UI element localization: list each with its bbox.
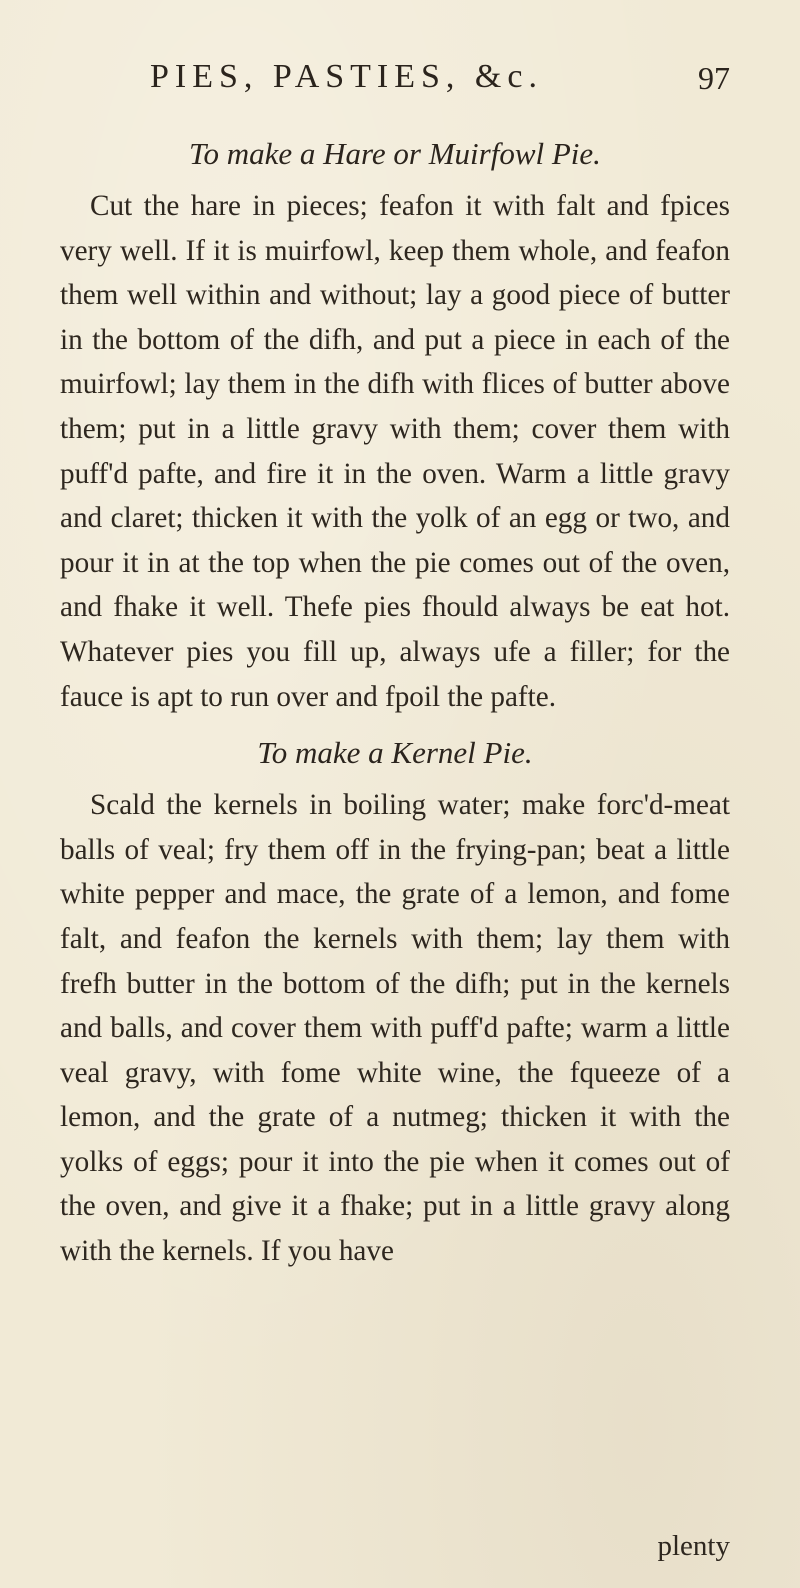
recipe-paragraph: Cut the hare in pieces; feafon it with falt and fpices very well. If it is muirfowl, keep them whole, and feafon them well within and without; lay a good piece of butter in the bottom of the difh, and put a piece in each of the muirfowl; lay them in the difh with flices of butter above them; put in a little gravy with them; cover them with puff'd pafte, and fire it in the oven. Warm a little gravy and claret; thicken it with the yolk of an egg or two, and pour it in at the top when the pie comes out of the oven, and fhake it well. Thefe pies fhould always be eat hot. Whatever pies you fill up, always ufe a filler; for the fauce is apt to run over and fpoil the pafte.	[60, 190, 730, 713]
recipe-body-kernel-pie	[60, 783, 730, 1274]
recipe-title-kernel-pie: To make a Kernel Pie.	[257, 735, 533, 771]
recipe-body-hare-pie	[60, 184, 730, 719]
recipe-title-hare-pie: To make a Hare or Muirfowl Pie.	[189, 136, 601, 171]
catchword: plenty	[657, 1530, 730, 1562]
running-head	[60, 50, 730, 110]
running-head-title: PIES, PASTIES, &c.	[150, 58, 543, 95]
recipe-paragraph: Scald the kernels in boiling water; make forc'd-meat balls of veal; fry them off in the frying-pan; beat a little white pepper and mace, the grate of a lemon, and fome falt, and feafon the kernels with them; lay them with frefh butter in the bottom of the difh; put in the kernels and balls, and cover them with puff'd pafte; warm a little veal gravy, with fome white wine, the fqueeze of a lemon, and the grate of a nutmeg; thicken it with the yolks of eggs; pour it into the pie when it comes out of the oven, and give it a fhake; put in a little gravy along with the kernels. If you have	[60, 789, 730, 1268]
page-number: 97	[698, 60, 730, 96]
